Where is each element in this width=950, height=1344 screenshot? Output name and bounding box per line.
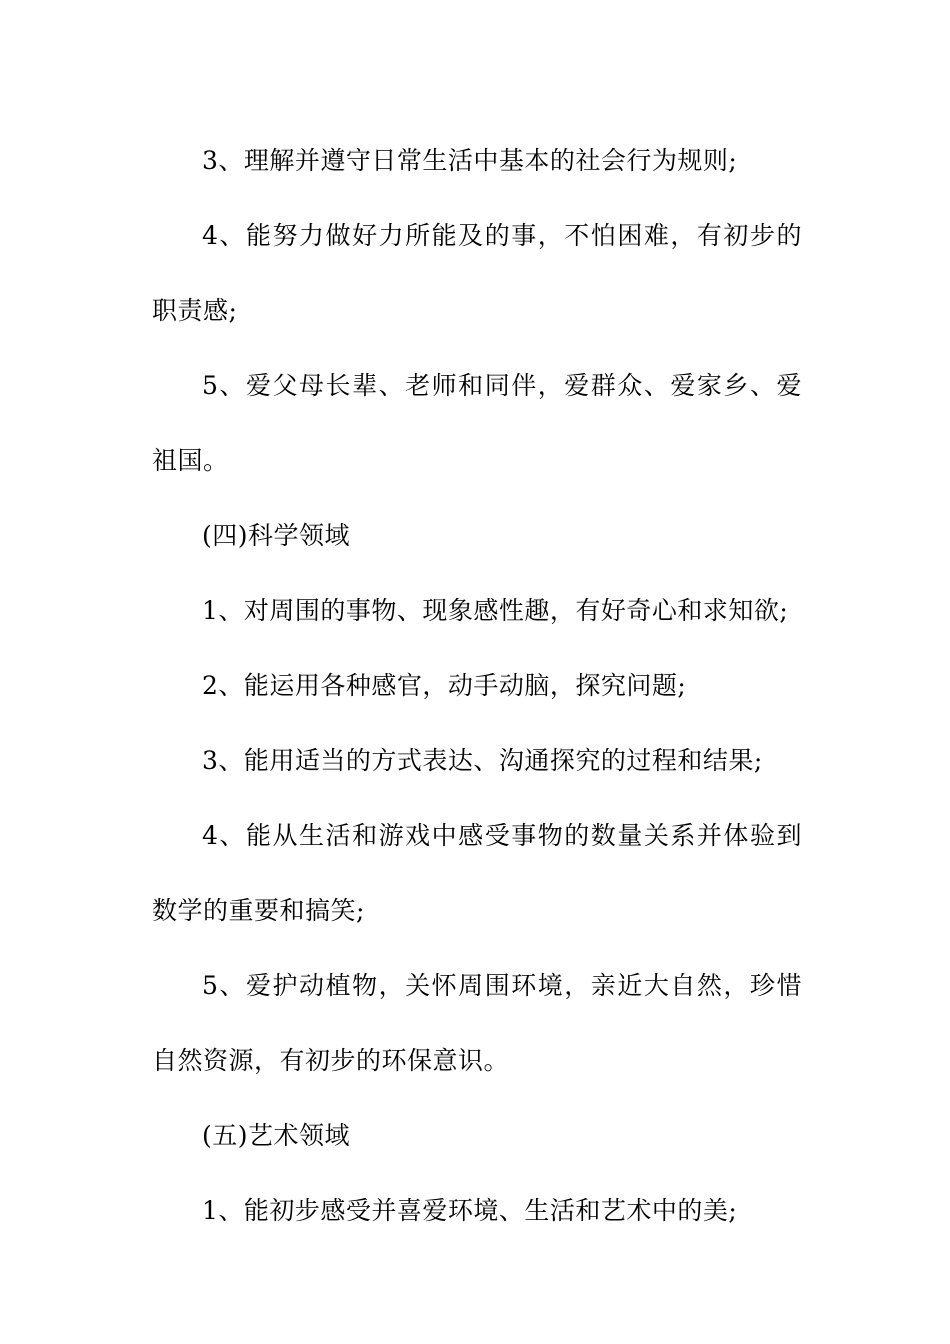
paragraph-responsibility-4: 4、能努力做好力所能及的事，不怕困难，有初步的职责感; [152, 221, 802, 325]
section-heading-science: (四)科学领域 [202, 521, 351, 550]
paragraph-science-2: 2、能运用各种感官，动手动脑，探究问题; [202, 671, 687, 700]
paragraph-rule-3: 3、理解并遵守日常生活中基本的社会行为规则; [202, 146, 738, 175]
paragraph-science-4: 4、能从生活和游戏中感受事物的数量关系并体验到数学的重要和搞笑; [152, 821, 802, 925]
paragraph-science-5: 5、爱护动植物，关怀周围环境，亲近大自然，珍惜自然资源，有初步的环保意识。 [152, 971, 802, 1075]
paragraph-love-5: 5、爱父母长辈、老师和同伴，爱群众、爱家乡、爱祖国。 [152, 371, 802, 475]
paragraph-art-1: 1、能初步感受并喜爱环境、生活和艺术中的美; [202, 1196, 738, 1225]
document-body [152, 123, 802, 1248]
section-heading-art: (五)艺术领域 [202, 1121, 351, 1150]
paragraph-science-1: 1、对周围的事物、现象感性趣，有好奇心和求知欲; [202, 596, 789, 625]
paragraph-science-3: 3、能用适当的方式表达、沟通探究的过程和结果; [202, 746, 763, 775]
